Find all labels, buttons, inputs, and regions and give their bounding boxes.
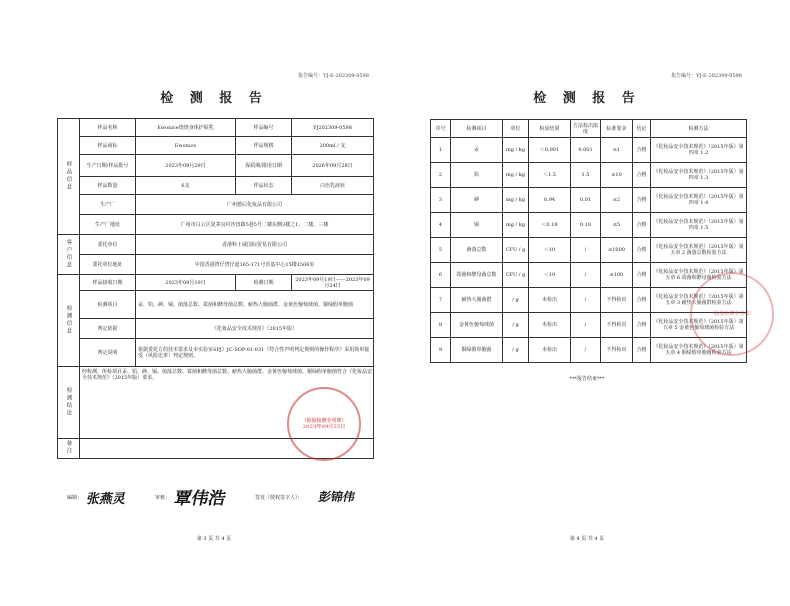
signature-row	[57, 482, 373, 512]
report-title: 检 测 报 告	[533, 91, 641, 106]
report-page-3	[55, 62, 373, 550]
table-cell: mg / kg	[503, 188, 529, 213]
value-state: 白色乳液状	[292, 177, 374, 195]
value-producer: 广州德后化妆品有限公司	[136, 195, 374, 215]
table-cell: 铜绿假单胞菌	[451, 338, 503, 363]
table-cell: mg / kg	[503, 138, 529, 163]
table-cell: ≤5	[601, 213, 633, 238]
table-row	[431, 163, 747, 188]
table-cell: /	[571, 288, 601, 313]
table-cell: mg / kg	[503, 213, 529, 238]
table-row	[431, 263, 747, 288]
value-expiry: 2026年09月28日	[292, 155, 374, 177]
table-cell: ＜10	[529, 238, 571, 263]
table-cell: mg / kg	[503, 163, 529, 188]
reviewer-label: 审核：	[155, 495, 171, 501]
table-cell: 耐热大肠菌群	[451, 288, 503, 313]
label-state: 样品状态	[236, 177, 292, 195]
table-cell: 1.5	[571, 163, 601, 188]
table-cell: ≤1	[601, 138, 633, 163]
table-cell: /	[571, 338, 601, 363]
table-cell: 未检出	[529, 288, 571, 313]
label-client: 委托单位	[80, 235, 136, 255]
value-spec: 200ml / 支	[292, 137, 374, 155]
report-page-4	[428, 62, 755, 550]
table-cell: 霉菌和酵母菌总数	[451, 263, 503, 288]
table-cell: 0.01	[571, 188, 601, 213]
table-cell: 菌落总数	[451, 238, 503, 263]
table-cell: CFU / g	[503, 238, 529, 263]
label-producer-addr: 生产厂地址	[80, 215, 136, 235]
value-sample-name: Ewonice烧烧身体护肤乳	[136, 119, 236, 137]
table-cell: ＜1.5	[529, 163, 571, 188]
value-test-date: 2023年09月19日——2023年09月24日	[292, 275, 374, 291]
table-cell: 《化妆品安全技术规范》（2015年版）第五章 6 霉菌和酵母菌检验方法	[651, 263, 747, 288]
column-header: 标准要求	[601, 120, 633, 138]
page-footer: 第 3 页 共 4 页	[196, 536, 232, 542]
table-cell: 《化妆品安全技术规范》（2015年版）第五章 3 耐热大肠菌群检验方法	[651, 288, 747, 313]
label-expiry: 保质期/限用日期	[236, 155, 292, 177]
table-cell: 8	[431, 313, 451, 338]
section-remark: 备注	[58, 439, 80, 459]
label-test-date: 检测日期	[236, 275, 292, 291]
value-trademark: Ewonice	[136, 137, 236, 155]
table-cell: 金黄色葡萄球菌	[451, 313, 503, 338]
section-sample: 样品信息	[58, 119, 80, 235]
value-sample-no: YJ202309-0598	[292, 119, 374, 137]
table-cell: ≤1000	[601, 238, 633, 263]
report-end: ***报告结束***	[569, 376, 605, 382]
table-cell: ≤100	[601, 263, 633, 288]
value-items: 汞、铅、砷、镉、菌落总数、霉菌和酵母菌总数、耐热大肠菌群、金黄色葡萄球菌、铜绿假单胞菌	[136, 291, 374, 319]
label-spec: 样品规格	[236, 137, 292, 155]
editor-label: 编制：	[67, 495, 83, 501]
page-footer: 第 4 页 共 4 页	[569, 536, 605, 542]
table-cell: 《化妆品安全技术规范》（2015年版）第四章 1.4	[651, 188, 747, 213]
inspection-seal: （检验检测专用章）	[690, 272, 774, 356]
table-cell: /	[571, 263, 601, 288]
table-cell: 1	[431, 138, 451, 163]
table-cell: 合格	[633, 263, 651, 288]
table-cell: 2	[431, 163, 451, 188]
table-cell: 《化妆品安全技术规范》（2015年版）第四章 1.3	[651, 163, 747, 188]
value-client: 香港科士威国际贸易有限公司	[136, 235, 374, 255]
table-row	[431, 213, 747, 238]
table-cell: 《化妆品安全技术规范》（2015年版）第五章 4 铜绿假单胞菌检验方法	[651, 338, 747, 363]
report-number: 报告编号：YJ-E-202309-0598	[298, 73, 369, 79]
section-test: 检测信息	[58, 275, 80, 367]
inspection-seal: （检验检测专用章） 2023年09月25日	[287, 387, 361, 461]
table-cell: 不得检出	[601, 313, 633, 338]
section-conclusion: 检测结论	[58, 367, 80, 439]
column-header: 单位	[503, 120, 529, 138]
table-cell: 0.94	[529, 188, 571, 213]
table-cell: /	[571, 238, 601, 263]
column-header: 方法检出浓度	[571, 120, 601, 138]
value-client-addr: 中国香港湾仔湾仔道165-171号乐基中心15楼1506室	[136, 255, 374, 275]
label-basis: 判定依据	[80, 319, 136, 339]
label-sample-no: 样品编号	[236, 119, 292, 137]
column-header: 检测方法	[651, 120, 747, 138]
approver-label: 签发（授权签字人）：	[255, 495, 303, 501]
table-cell: ＜10	[529, 263, 571, 288]
table-cell: ＜0.18	[529, 213, 571, 238]
label-producer: 生产厂	[80, 195, 136, 215]
table-cell: 合格	[633, 188, 651, 213]
table-cell: ≤10	[601, 163, 633, 188]
table-cell: 铅	[451, 163, 503, 188]
table-cell: 7	[431, 288, 451, 313]
value-prod-date: 2023年09月29日	[136, 155, 236, 177]
table-cell: 0.001	[571, 138, 601, 163]
section-client: 客户信息	[58, 235, 80, 275]
value-quantity: 6支	[136, 177, 236, 195]
label-quantity: 样品数量	[80, 177, 136, 195]
table-cell: 合格	[633, 338, 651, 363]
value-remark	[80, 439, 374, 459]
table-cell: 3	[431, 188, 451, 213]
table-cell: 合格	[633, 313, 651, 338]
table-cell: 合格	[633, 163, 651, 188]
value-producer-addr: 广州市白云区夏茅良村沙田路5巷5号二楼东侧3楼之1、二楼、三楼	[136, 215, 374, 235]
label-receive-date: 样品接收日期	[80, 275, 136, 291]
table-cell: 镉	[451, 213, 503, 238]
table-cell: CFU / g	[503, 263, 529, 288]
table-cell: 5	[431, 238, 451, 263]
value-conclusion: 经检测，所检项目汞、铅、砷、镉、菌落总数、霉菌和酵母菌总数、耐热大肠菌群、金黄色葡萄球菌、铜绿假单胞菌符合《化妆品安全技术规范》（2015年版）要求。	[80, 367, 374, 439]
reviewer-signature: 覃伟浩	[172, 489, 228, 509]
label-note: 判定说明	[80, 339, 136, 367]
label-trademark: 样品商标	[80, 137, 136, 155]
label-items: 检测项目	[80, 291, 136, 319]
table-cell: 合格	[633, 238, 651, 263]
table-cell: /	[571, 313, 601, 338]
table-cell: 未检出	[529, 338, 571, 363]
report-number: 报告编号：YJ-E-202309-0598	[671, 73, 742, 79]
table-cell: 不得检出	[601, 288, 633, 313]
column-header: 检测项目	[451, 120, 503, 138]
table-cell: 《化妆品安全技术规范》（2015年版）第四章 1.5	[651, 213, 747, 238]
table-cell: / g	[503, 313, 529, 338]
label-sample-name: 样品名称	[80, 119, 136, 137]
value-note: 依据委托方的技术要求及本实验室SPJ）JC-SOP-01-031《符合性声明判定规则的操作程序》采用简单接受（风险比率）判定规则。	[136, 339, 374, 367]
table-cell: 《化妆品安全技术规范》（2015年版）第四章 1.2	[651, 138, 747, 163]
table-row	[431, 138, 747, 163]
table-cell: ≤2	[601, 188, 633, 213]
table-cell: / g	[503, 288, 529, 313]
table-cell: 汞	[451, 138, 503, 163]
table-row	[431, 288, 747, 313]
table-cell: 6	[431, 263, 451, 288]
column-header: 检验结果	[529, 120, 571, 138]
table-cell: 《化妆品安全技术规范》（2015年版）第五章 2 菌落总数检验方法	[651, 238, 747, 263]
table-cell: / g	[503, 338, 529, 363]
table-cell: 《化妆品安全技术规范》（2015年版）第五章 5 金黄色葡萄球菌检验方法	[651, 313, 747, 338]
label-client-addr: 委托单位地址	[80, 255, 136, 275]
table-cell: 合格	[633, 213, 651, 238]
table-row	[431, 313, 747, 338]
table-row	[431, 188, 747, 213]
table-cell: ＜0.001	[529, 138, 571, 163]
table-cell: 0.18	[571, 213, 601, 238]
sample-info-table	[57, 118, 374, 459]
table-cell: 合格	[633, 138, 651, 163]
table-cell: 砷	[451, 188, 503, 213]
table-cell: 9	[431, 338, 451, 363]
report-title: 检 测 报 告	[160, 91, 268, 106]
results-table	[430, 119, 747, 363]
column-header: 结论	[633, 120, 651, 138]
table-cell: 未检出	[529, 313, 571, 338]
table-cell: 不得检出	[601, 338, 633, 363]
value-basis: 《化妆品安全技术规范》（2015年版）	[136, 319, 374, 339]
column-header: 序号	[431, 120, 451, 138]
table-row	[431, 338, 747, 363]
value-receive-date: 2023年09月19日	[136, 275, 236, 291]
table-row	[431, 238, 747, 263]
table-cell: 合格	[633, 288, 651, 313]
editor-signature: 张燕灵	[84, 492, 128, 507]
label-prod-date: 生产日期/样品批号	[80, 155, 136, 177]
table-cell: 4	[431, 213, 451, 238]
approver-signature: 彭锦伟	[317, 490, 357, 504]
